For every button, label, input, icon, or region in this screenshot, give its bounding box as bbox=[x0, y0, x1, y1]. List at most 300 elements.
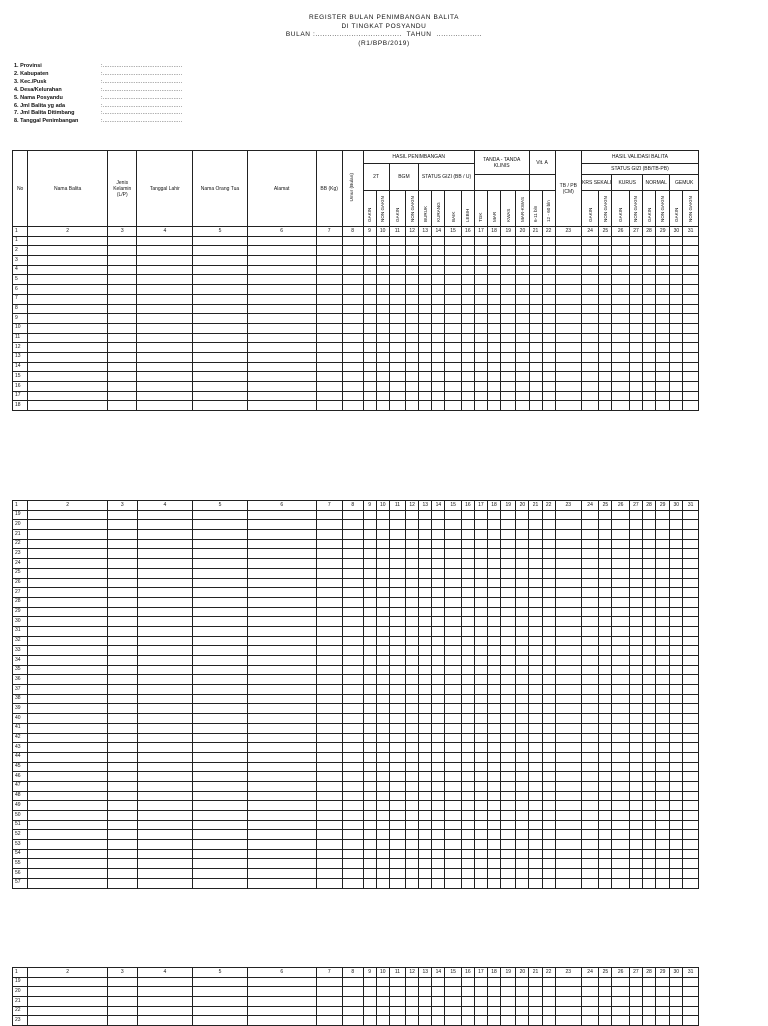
entry-cell[interactable] bbox=[529, 665, 542, 675]
entry-cell[interactable] bbox=[28, 607, 108, 617]
entry-cell[interactable] bbox=[642, 997, 655, 1007]
entry-cell[interactable] bbox=[389, 977, 405, 987]
entry-cell[interactable] bbox=[516, 401, 529, 411]
entry-cell[interactable] bbox=[501, 685, 516, 695]
entry-cell[interactable] bbox=[445, 820, 461, 830]
entry-cell[interactable] bbox=[376, 977, 389, 987]
entry-cell[interactable] bbox=[419, 840, 432, 850]
entry-cell[interactable] bbox=[529, 578, 542, 588]
entry-cell[interactable] bbox=[342, 333, 363, 343]
entry-cell[interactable] bbox=[683, 294, 699, 304]
entry-cell[interactable] bbox=[445, 772, 461, 782]
entry-cell[interactable] bbox=[542, 275, 555, 285]
entry-cell[interactable] bbox=[656, 530, 670, 540]
entry-cell[interactable] bbox=[108, 246, 137, 256]
entry-cell[interactable] bbox=[670, 236, 683, 246]
entry-cell[interactable] bbox=[389, 987, 405, 997]
entry-cell[interactable] bbox=[487, 772, 500, 782]
entry-cell[interactable] bbox=[28, 646, 108, 656]
entry-cell[interactable] bbox=[247, 830, 316, 840]
entry-cell[interactable] bbox=[612, 559, 629, 569]
entry-cell[interactable] bbox=[516, 878, 529, 888]
entry-cell[interactable] bbox=[474, 878, 487, 888]
entry-cell[interactable] bbox=[670, 820, 683, 830]
entry-cell[interactable] bbox=[363, 685, 376, 695]
entry-cell[interactable] bbox=[599, 343, 612, 353]
entry-cell[interactable] bbox=[193, 597, 248, 607]
entry-cell[interactable] bbox=[342, 520, 363, 530]
entry-cell[interactable] bbox=[555, 343, 581, 353]
entry-cell[interactable] bbox=[247, 510, 316, 520]
entry-cell[interactable] bbox=[376, 530, 389, 540]
entry-cell[interactable] bbox=[612, 714, 629, 724]
entry-cell[interactable] bbox=[629, 752, 642, 762]
entry-cell[interactable] bbox=[389, 607, 405, 617]
entry-cell[interactable] bbox=[581, 382, 598, 392]
entry-cell[interactable] bbox=[542, 401, 555, 411]
entry-cell[interactable] bbox=[108, 733, 137, 743]
entry-cell[interactable] bbox=[501, 646, 516, 656]
entry-cell[interactable] bbox=[419, 626, 432, 636]
entry-cell[interactable] bbox=[316, 382, 342, 392]
entry-cell[interactable] bbox=[137, 840, 193, 850]
entry-cell[interactable] bbox=[461, 549, 474, 559]
entry-cell[interactable] bbox=[445, 323, 461, 333]
entry-cell[interactable] bbox=[432, 704, 445, 714]
entry-cell[interactable] bbox=[643, 401, 656, 411]
entry-cell[interactable] bbox=[389, 304, 405, 314]
entry-cell[interactable] bbox=[529, 733, 542, 743]
entry-cell[interactable] bbox=[137, 752, 193, 762]
entry-cell[interactable] bbox=[363, 830, 376, 840]
entry-cell[interactable] bbox=[108, 820, 137, 830]
entry-cell[interactable] bbox=[28, 762, 108, 772]
entry-cell[interactable] bbox=[28, 869, 108, 879]
entry-cell[interactable] bbox=[193, 401, 248, 411]
entry-cell[interactable] bbox=[474, 723, 487, 733]
entry-cell[interactable] bbox=[406, 352, 419, 362]
entry-cell[interactable] bbox=[137, 646, 193, 656]
entry-cell[interactable] bbox=[612, 343, 629, 353]
entry-cell[interactable] bbox=[363, 256, 376, 266]
entry-cell[interactable] bbox=[542, 997, 555, 1007]
entry-cell[interactable] bbox=[542, 752, 555, 762]
entry-cell[interactable] bbox=[247, 636, 316, 646]
entry-cell[interactable] bbox=[599, 236, 612, 246]
entry-cell[interactable] bbox=[656, 723, 670, 733]
entry-cell[interactable] bbox=[501, 549, 516, 559]
entry-cell[interactable] bbox=[516, 656, 529, 666]
entry-cell[interactable] bbox=[406, 840, 419, 850]
entry-cell[interactable] bbox=[599, 733, 612, 743]
entry-cell[interactable] bbox=[581, 588, 598, 598]
entry-cell[interactable] bbox=[629, 685, 642, 695]
entry-cell[interactable] bbox=[376, 520, 389, 530]
entry-cell[interactable] bbox=[406, 559, 419, 569]
entry-cell[interactable] bbox=[316, 811, 342, 821]
entry-cell[interactable] bbox=[389, 597, 405, 607]
entry-cell[interactable] bbox=[247, 343, 316, 353]
entry-cell[interactable] bbox=[461, 626, 474, 636]
entry-cell[interactable] bbox=[419, 304, 432, 314]
entry-cell[interactable] bbox=[28, 362, 108, 372]
entry-cell[interactable] bbox=[419, 997, 432, 1007]
entry-cell[interactable] bbox=[516, 820, 529, 830]
entry-cell[interactable] bbox=[137, 772, 193, 782]
entry-cell[interactable] bbox=[389, 733, 405, 743]
entry-cell[interactable] bbox=[316, 510, 342, 520]
entry-cell[interactable] bbox=[612, 752, 629, 762]
entry-cell[interactable] bbox=[501, 372, 516, 382]
entry-cell[interactable] bbox=[656, 236, 670, 246]
entry-cell[interactable] bbox=[683, 675, 699, 685]
entry-cell[interactable] bbox=[432, 382, 445, 392]
entry-cell[interactable] bbox=[656, 869, 670, 879]
entry-cell[interactable] bbox=[316, 539, 342, 549]
entry-cell[interactable] bbox=[542, 656, 555, 666]
entry-cell[interactable] bbox=[629, 830, 642, 840]
entry-cell[interactable] bbox=[137, 246, 193, 256]
entry-cell[interactable] bbox=[501, 840, 516, 850]
entry-cell[interactable] bbox=[108, 568, 137, 578]
entry-cell[interactable] bbox=[683, 646, 699, 656]
entry-cell[interactable] bbox=[683, 578, 699, 588]
entry-cell[interactable] bbox=[108, 762, 137, 772]
entry-cell[interactable] bbox=[316, 878, 342, 888]
entry-cell[interactable] bbox=[432, 1006, 445, 1016]
entry-cell[interactable] bbox=[389, 549, 405, 559]
entry-cell[interactable] bbox=[656, 285, 670, 295]
entry-cell[interactable] bbox=[488, 362, 501, 372]
entry-cell[interactable] bbox=[474, 840, 487, 850]
entry-cell[interactable] bbox=[247, 256, 316, 266]
entry-cell[interactable] bbox=[316, 704, 342, 714]
entry-cell[interactable] bbox=[516, 391, 529, 401]
entry-cell[interactable] bbox=[599, 646, 612, 656]
entry-cell[interactable] bbox=[629, 723, 642, 733]
entry-cell[interactable] bbox=[529, 314, 542, 324]
entry-cell[interactable] bbox=[445, 285, 461, 295]
entry-cell[interactable] bbox=[376, 559, 389, 569]
entry-cell[interactable] bbox=[376, 694, 389, 704]
entry-cell[interactable] bbox=[599, 849, 612, 859]
entry-cell[interactable] bbox=[461, 559, 474, 569]
entry-cell[interactable] bbox=[612, 685, 629, 695]
entry-cell[interactable] bbox=[629, 840, 642, 850]
entry-cell[interactable] bbox=[529, 626, 542, 636]
entry-cell[interactable] bbox=[461, 607, 474, 617]
entry-cell[interactable] bbox=[342, 791, 363, 801]
entry-cell[interactable] bbox=[474, 597, 487, 607]
entry-cell[interactable] bbox=[487, 646, 500, 656]
entry-cell[interactable] bbox=[612, 314, 629, 324]
entry-cell[interactable] bbox=[432, 801, 445, 811]
entry-cell[interactable] bbox=[542, 675, 555, 685]
entry-cell[interactable] bbox=[247, 685, 316, 695]
entry-cell[interactable] bbox=[581, 607, 598, 617]
entry-cell[interactable] bbox=[389, 236, 405, 246]
entry-cell[interactable] bbox=[642, 801, 655, 811]
entry-cell[interactable] bbox=[389, 714, 405, 724]
entry-cell[interactable] bbox=[376, 987, 389, 997]
entry-cell[interactable] bbox=[419, 256, 432, 266]
entry-cell[interactable] bbox=[612, 791, 629, 801]
entry-cell[interactable] bbox=[137, 510, 193, 520]
entry-cell[interactable] bbox=[28, 597, 108, 607]
entry-cell[interactable] bbox=[316, 265, 342, 275]
entry-cell[interactable] bbox=[406, 878, 419, 888]
entry-cell[interactable] bbox=[612, 820, 629, 830]
entry-cell[interactable] bbox=[529, 675, 542, 685]
entry-cell[interactable] bbox=[445, 236, 461, 246]
entry-cell[interactable] bbox=[376, 323, 389, 333]
entry-cell[interactable] bbox=[461, 275, 474, 285]
entry-cell[interactable] bbox=[599, 607, 612, 617]
entry-cell[interactable] bbox=[247, 772, 316, 782]
entry-cell[interactable] bbox=[612, 401, 629, 411]
entry-cell[interactable] bbox=[683, 520, 699, 530]
entry-cell[interactable] bbox=[612, 333, 629, 343]
entry-cell[interactable] bbox=[642, 597, 655, 607]
entry-cell[interactable] bbox=[461, 869, 474, 879]
entry-cell[interactable] bbox=[656, 323, 670, 333]
entry-cell[interactable] bbox=[629, 578, 642, 588]
entry-cell[interactable] bbox=[108, 588, 137, 598]
entry-cell[interactable] bbox=[419, 323, 432, 333]
entry-cell[interactable] bbox=[656, 743, 670, 753]
entry-cell[interactable] bbox=[683, 304, 699, 314]
entry-cell[interactable] bbox=[342, 656, 363, 666]
entry-cell[interactable] bbox=[461, 675, 474, 685]
entry-cell[interactable] bbox=[529, 275, 542, 285]
entry-cell[interactable] bbox=[406, 987, 419, 997]
entry-cell[interactable] bbox=[656, 352, 670, 362]
entry-cell[interactable] bbox=[432, 849, 445, 859]
entry-cell[interactable] bbox=[137, 801, 193, 811]
entry-cell[interactable] bbox=[376, 314, 389, 324]
entry-cell[interactable] bbox=[342, 743, 363, 753]
entry-cell[interactable] bbox=[363, 352, 376, 362]
entry-cell[interactable] bbox=[474, 762, 487, 772]
entry-cell[interactable] bbox=[406, 869, 419, 879]
entry-cell[interactable] bbox=[488, 256, 501, 266]
entry-cell[interactable] bbox=[445, 723, 461, 733]
entry-cell[interactable] bbox=[555, 236, 581, 246]
entry-cell[interactable] bbox=[629, 665, 642, 675]
entry-cell[interactable] bbox=[488, 372, 501, 382]
entry-cell[interactable] bbox=[28, 665, 108, 675]
entry-cell[interactable] bbox=[316, 743, 342, 753]
entry-cell[interactable] bbox=[474, 811, 487, 821]
entry-cell[interactable] bbox=[445, 401, 461, 411]
entry-cell[interactable] bbox=[342, 830, 363, 840]
entry-cell[interactable] bbox=[28, 878, 108, 888]
entry-cell[interactable] bbox=[542, 559, 555, 569]
entry-cell[interactable] bbox=[474, 869, 487, 879]
entry-cell[interactable] bbox=[487, 656, 500, 666]
entry-cell[interactable] bbox=[629, 549, 642, 559]
entry-cell[interactable] bbox=[406, 275, 419, 285]
entry-cell[interactable] bbox=[445, 626, 461, 636]
entry-cell[interactable] bbox=[683, 333, 699, 343]
entry-cell[interactable] bbox=[656, 977, 670, 987]
entry-cell[interactable] bbox=[542, 820, 555, 830]
entry-cell[interactable] bbox=[487, 859, 500, 869]
entry-cell[interactable] bbox=[406, 1006, 419, 1016]
entry-cell[interactable] bbox=[406, 265, 419, 275]
entry-cell[interactable] bbox=[488, 294, 501, 304]
entry-cell[interactable] bbox=[461, 859, 474, 869]
entry-cell[interactable] bbox=[342, 694, 363, 704]
entry-cell[interactable] bbox=[247, 304, 316, 314]
entry-cell[interactable] bbox=[542, 391, 555, 401]
entry-cell[interactable] bbox=[555, 530, 581, 540]
entry-cell[interactable] bbox=[642, 685, 655, 695]
entry-cell[interactable] bbox=[247, 987, 316, 997]
entry-cell[interactable] bbox=[316, 256, 342, 266]
entry-cell[interactable] bbox=[363, 704, 376, 714]
entry-cell[interactable] bbox=[555, 323, 581, 333]
entry-cell[interactable] bbox=[445, 294, 461, 304]
entry-cell[interactable] bbox=[137, 323, 193, 333]
entry-cell[interactable] bbox=[316, 362, 342, 372]
entry-cell[interactable] bbox=[542, 811, 555, 821]
entry-cell[interactable] bbox=[419, 597, 432, 607]
entry-cell[interactable] bbox=[529, 987, 542, 997]
entry-cell[interactable] bbox=[612, 743, 629, 753]
entry-cell[interactable] bbox=[342, 362, 363, 372]
entry-cell[interactable] bbox=[670, 859, 683, 869]
entry-cell[interactable] bbox=[247, 704, 316, 714]
entry-cell[interactable] bbox=[555, 617, 581, 627]
entry-cell[interactable] bbox=[474, 646, 487, 656]
entry-cell[interactable] bbox=[247, 626, 316, 636]
entry-cell[interactable] bbox=[389, 275, 405, 285]
entry-cell[interactable] bbox=[670, 878, 683, 888]
entry-cell[interactable] bbox=[406, 549, 419, 559]
entry-cell[interactable] bbox=[461, 665, 474, 675]
entry-cell[interactable] bbox=[670, 714, 683, 724]
entry-cell[interactable] bbox=[193, 801, 248, 811]
entry-cell[interactable] bbox=[137, 675, 193, 685]
entry-cell[interactable] bbox=[137, 549, 193, 559]
entry-cell[interactable] bbox=[612, 549, 629, 559]
entry-cell[interactable] bbox=[474, 352, 487, 362]
entry-cell[interactable] bbox=[445, 275, 461, 285]
entry-cell[interactable] bbox=[389, 520, 405, 530]
entry-cell[interactable] bbox=[363, 646, 376, 656]
entry-cell[interactable] bbox=[501, 510, 516, 520]
entry-cell[interactable] bbox=[432, 656, 445, 666]
entry-cell[interactable] bbox=[316, 636, 342, 646]
entry-cell[interactable] bbox=[555, 694, 581, 704]
entry-cell[interactable] bbox=[683, 372, 699, 382]
entry-cell[interactable] bbox=[247, 275, 316, 285]
entry-cell[interactable] bbox=[376, 333, 389, 343]
entry-cell[interactable] bbox=[363, 656, 376, 666]
entry-cell[interactable] bbox=[108, 987, 137, 997]
entry-cell[interactable] bbox=[629, 656, 642, 666]
entry-cell[interactable] bbox=[342, 294, 363, 304]
entry-cell[interactable] bbox=[461, 987, 474, 997]
entry-cell[interactable] bbox=[389, 265, 405, 275]
entry-cell[interactable] bbox=[629, 314, 642, 324]
entry-cell[interactable] bbox=[137, 869, 193, 879]
entry-cell[interactable] bbox=[599, 811, 612, 821]
entry-cell[interactable] bbox=[612, 372, 629, 382]
entry-cell[interactable] bbox=[363, 588, 376, 598]
entry-cell[interactable] bbox=[542, 830, 555, 840]
entry-cell[interactable] bbox=[389, 781, 405, 791]
entry-cell[interactable] bbox=[247, 236, 316, 246]
entry-cell[interactable] bbox=[28, 256, 108, 266]
entry-cell[interactable] bbox=[247, 656, 316, 666]
entry-cell[interactable] bbox=[419, 791, 432, 801]
entry-cell[interactable] bbox=[406, 510, 419, 520]
entry-cell[interactable] bbox=[376, 626, 389, 636]
entry-cell[interactable] bbox=[137, 568, 193, 578]
entry-cell[interactable] bbox=[193, 382, 248, 392]
entry-cell[interactable] bbox=[656, 781, 670, 791]
entry-cell[interactable] bbox=[555, 723, 581, 733]
entry-cell[interactable] bbox=[599, 362, 612, 372]
entry-cell[interactable] bbox=[461, 236, 474, 246]
entry-cell[interactable] bbox=[316, 840, 342, 850]
entry-cell[interactable] bbox=[432, 588, 445, 598]
entry-cell[interactable] bbox=[376, 704, 389, 714]
entry-cell[interactable] bbox=[28, 401, 108, 411]
entry-cell[interactable] bbox=[247, 549, 316, 559]
entry-cell[interactable] bbox=[432, 256, 445, 266]
entry-cell[interactable] bbox=[581, 343, 598, 353]
entry-cell[interactable] bbox=[247, 333, 316, 343]
entry-cell[interactable] bbox=[656, 588, 670, 598]
entry-cell[interactable] bbox=[474, 607, 487, 617]
entry-cell[interactable] bbox=[683, 636, 699, 646]
entry-cell[interactable] bbox=[516, 801, 529, 811]
entry-cell[interactable] bbox=[501, 665, 516, 675]
entry-cell[interactable] bbox=[376, 391, 389, 401]
entry-cell[interactable] bbox=[193, 977, 248, 987]
entry-cell[interactable] bbox=[599, 333, 612, 343]
entry-cell[interactable] bbox=[542, 646, 555, 656]
entry-cell[interactable] bbox=[683, 830, 699, 840]
entry-cell[interactable] bbox=[501, 578, 516, 588]
entry-cell[interactable] bbox=[555, 588, 581, 598]
entry-cell[interactable] bbox=[629, 285, 642, 295]
entry-cell[interactable] bbox=[461, 723, 474, 733]
entry-cell[interactable] bbox=[599, 520, 612, 530]
entry-cell[interactable] bbox=[656, 733, 670, 743]
entry-cell[interactable] bbox=[389, 772, 405, 782]
entry-cell[interactable] bbox=[432, 391, 445, 401]
entry-cell[interactable] bbox=[28, 636, 108, 646]
entry-cell[interactable] bbox=[108, 1016, 137, 1026]
entry-cell[interactable] bbox=[501, 675, 516, 685]
entry-cell[interactable] bbox=[342, 568, 363, 578]
entry-cell[interactable] bbox=[406, 626, 419, 636]
entry-cell[interactable] bbox=[516, 597, 529, 607]
entry-cell[interactable] bbox=[656, 559, 670, 569]
entry-cell[interactable] bbox=[193, 869, 248, 879]
entry-cell[interactable] bbox=[516, 859, 529, 869]
entry-cell[interactable] bbox=[193, 549, 248, 559]
entry-cell[interactable] bbox=[516, 665, 529, 675]
entry-cell[interactable] bbox=[612, 830, 629, 840]
entry-cell[interactable] bbox=[501, 781, 516, 791]
entry-cell[interactable] bbox=[137, 1016, 193, 1026]
entry-cell[interactable] bbox=[474, 997, 487, 1007]
